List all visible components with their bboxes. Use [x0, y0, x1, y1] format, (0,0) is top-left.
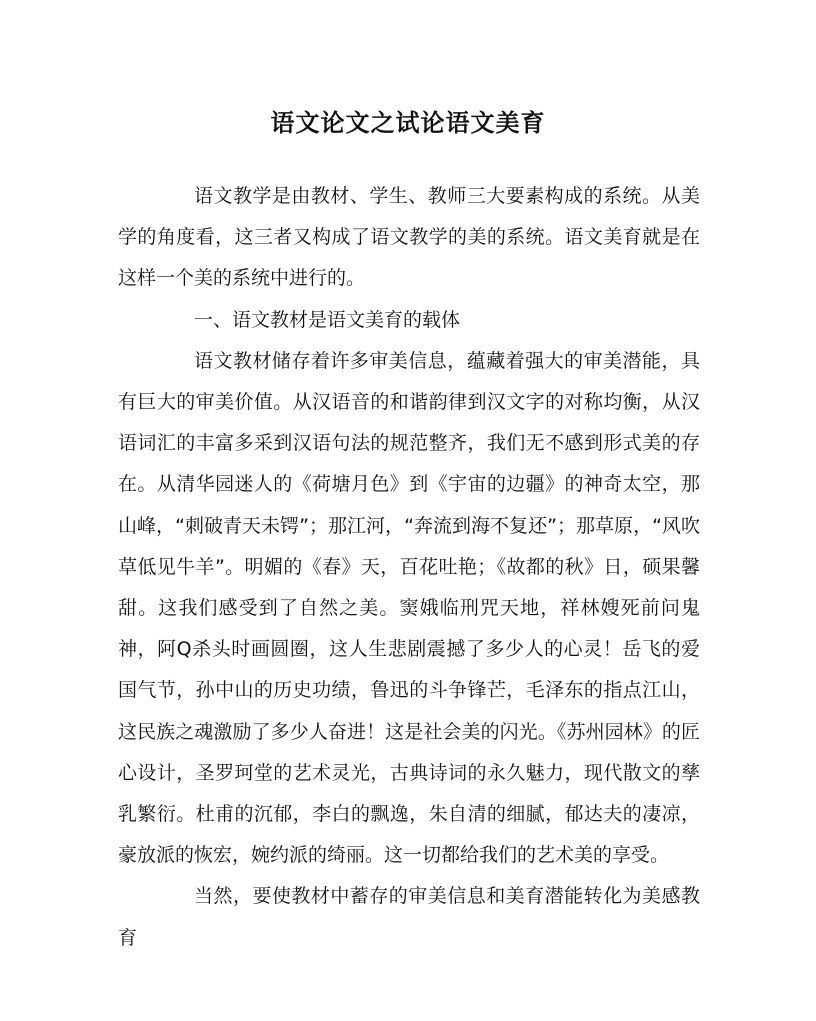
document-body	[118, 176, 700, 959]
document-title: 语文论文之试论语文美育	[270, 108, 546, 137]
paragraph-intro: 语文教学是由教材、学生、教师三大要素构成的系统。从美学的角度看，这三者又构成了语文教学的美的系统。语文美育就是在这样一个美的系统中进行的。	[118, 185, 700, 290]
paragraph-textbook-beauty: 语文教材储存着许多审美信息，蕴藏着强大的审美潜能，具有巨大的审美价值。从汉语音的和谐韵律到汉文字的对称均衡，从汉语词汇的丰富多采到汉语句法的规范整齐，我们无不感到形式美的存在。从清华园迷人的《荷塘月色》到《宇宙的边疆》的神奇太空，那山峰，“刺破青天未锷”；那江河，“奔流到海不复还”；那草原，“风吹草低见牛羊”。明媚的《春》天，百花吐艳；《故都的秋》日，硕果馨甜。这我们感受到了自然之美。窦娥临刑咒天地，祥林嫂死前问鬼神，阿Q杀头时画圆圈，这人生悲剧震撼了多少人的心灵！岳飞的爱国气节，孙中山的历史功绩，鲁迅的斗争锋芒，毛泽东的指点江山，这民族之魂激励了多少人奋进！这是社会美的闪光。《苏州园林》的匠心设计，圣罗珂堂的艺术灵光，古典诗词的永久魅力，现代散文的孳乳繁衍。杜甫的沉郁，李白的飘逸，朱自清的细腻，郁达夫的凄凉，豪放派的恢宏，婉约派的绮丽。这一切都给我们的艺术美的享受。	[118, 349, 700, 867]
paragraph-conclusion: 当然，要使教材中蓄存的审美信息和美育潜能转化为美感教育	[118, 885, 700, 949]
section-heading: 一、语文教材是语文美育的载体	[194, 308, 461, 331]
